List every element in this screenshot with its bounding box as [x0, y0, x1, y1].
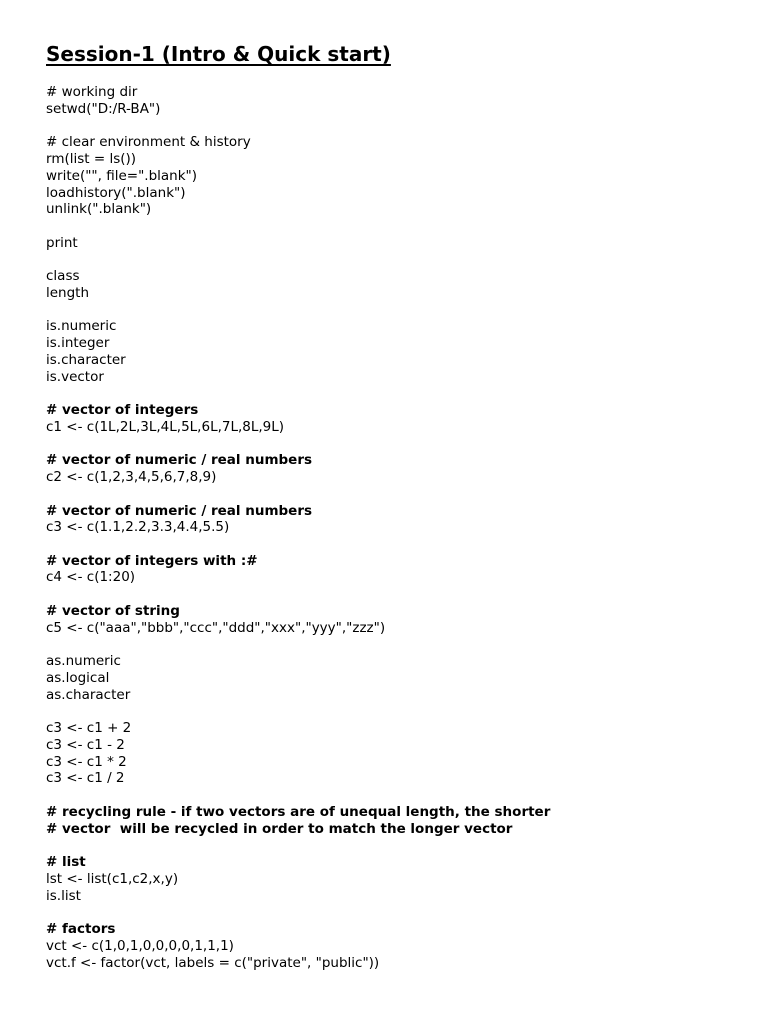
code-block: [46, 402, 746, 436]
code-block: [46, 503, 746, 537]
code-line: # working dir: [46, 84, 138, 100]
code-line: lst <- list(c1,c2,x,y): [46, 870, 179, 887]
code-line: print: [46, 234, 78, 251]
code-block: [46, 921, 746, 971]
code-line: c2 <- c(1,2,3,4,5,6,7,8,9): [46, 469, 217, 486]
code-line: c3 <- c1 * 2: [46, 753, 127, 770]
code-line: is.integer: [46, 335, 110, 352]
document-page: [46, 40, 746, 988]
code-line: unlink(".blank"): [46, 201, 152, 218]
code-block: [46, 235, 746, 252]
section-comment: # factors: [46, 921, 116, 937]
code-line: c3 <- c1 + 2: [46, 720, 132, 737]
code-line: # clear environment & history: [46, 134, 251, 151]
code-line: is.list: [46, 887, 81, 904]
code-line: c3 <- c(1.1,2.2,3.3,4.4,5.5): [46, 519, 230, 536]
code-line: loadhistory(".blank"): [46, 184, 186, 201]
code-block: [46, 268, 746, 302]
code-line: vct.f <- factor(vct, labels = c("private", "public")): [46, 954, 380, 971]
code-block: [46, 720, 746, 787]
code-line: c1 <- c(1L,2L,3L,4L,5L,6L,7L,8L,9L): [46, 418, 285, 435]
code-block: [46, 653, 746, 703]
section-comment: # recycling rule - if two vectors are of unequal length, the shorter: [46, 803, 551, 820]
code-line: setwd("D:/R-BA"): [46, 100, 161, 117]
code-block: [46, 854, 746, 904]
page-title: Session-1 (Intro & Quick start): [46, 42, 391, 66]
code-block: [46, 318, 746, 385]
code-block: [46, 804, 746, 838]
section-comment: # list: [46, 854, 86, 871]
code-line: rm(list = ls()): [46, 150, 137, 167]
code-line: is.vector: [46, 368, 104, 385]
code-block: [46, 84, 746, 118]
section-comment: # vector of numeric / real numbers: [46, 452, 313, 469]
code-block: [46, 452, 746, 486]
code-line: class: [46, 268, 80, 285]
code-block: [46, 134, 746, 218]
section-comment: # vector of numeric / real numbers: [46, 502, 313, 519]
code-block: [46, 603, 746, 637]
code-line: c3 <- c1 - 2: [46, 736, 125, 753]
code-line: c3 <- c1 / 2: [46, 770, 125, 787]
code-listing: [46, 84, 746, 971]
section-comment: # vector of integers with :#: [46, 552, 258, 569]
code-line: vct <- c(1,0,1,0,0,0,0,1,1,1): [46, 937, 234, 954]
code-line: as.character: [46, 686, 131, 703]
code-line: write("", file=".blank"): [46, 167, 198, 184]
code-line: c5 <- c("aaa","bbb","ccc","ddd","xxx","yyy","zzz"): [46, 619, 386, 636]
code-line: length: [46, 284, 90, 301]
code-block: [46, 553, 746, 587]
code-line: as.logical: [46, 669, 110, 686]
section-comment: # vector of string: [46, 602, 180, 619]
code-line: as.numeric: [46, 653, 121, 670]
section-comment: # vector of integers: [46, 402, 199, 419]
code-line: is.numeric: [46, 318, 117, 335]
code-line: is.character: [46, 351, 126, 368]
section-comment: # vector will be recycled in order to match the longer vector: [46, 820, 513, 837]
code-line: c4 <- c(1:20): [46, 569, 136, 586]
